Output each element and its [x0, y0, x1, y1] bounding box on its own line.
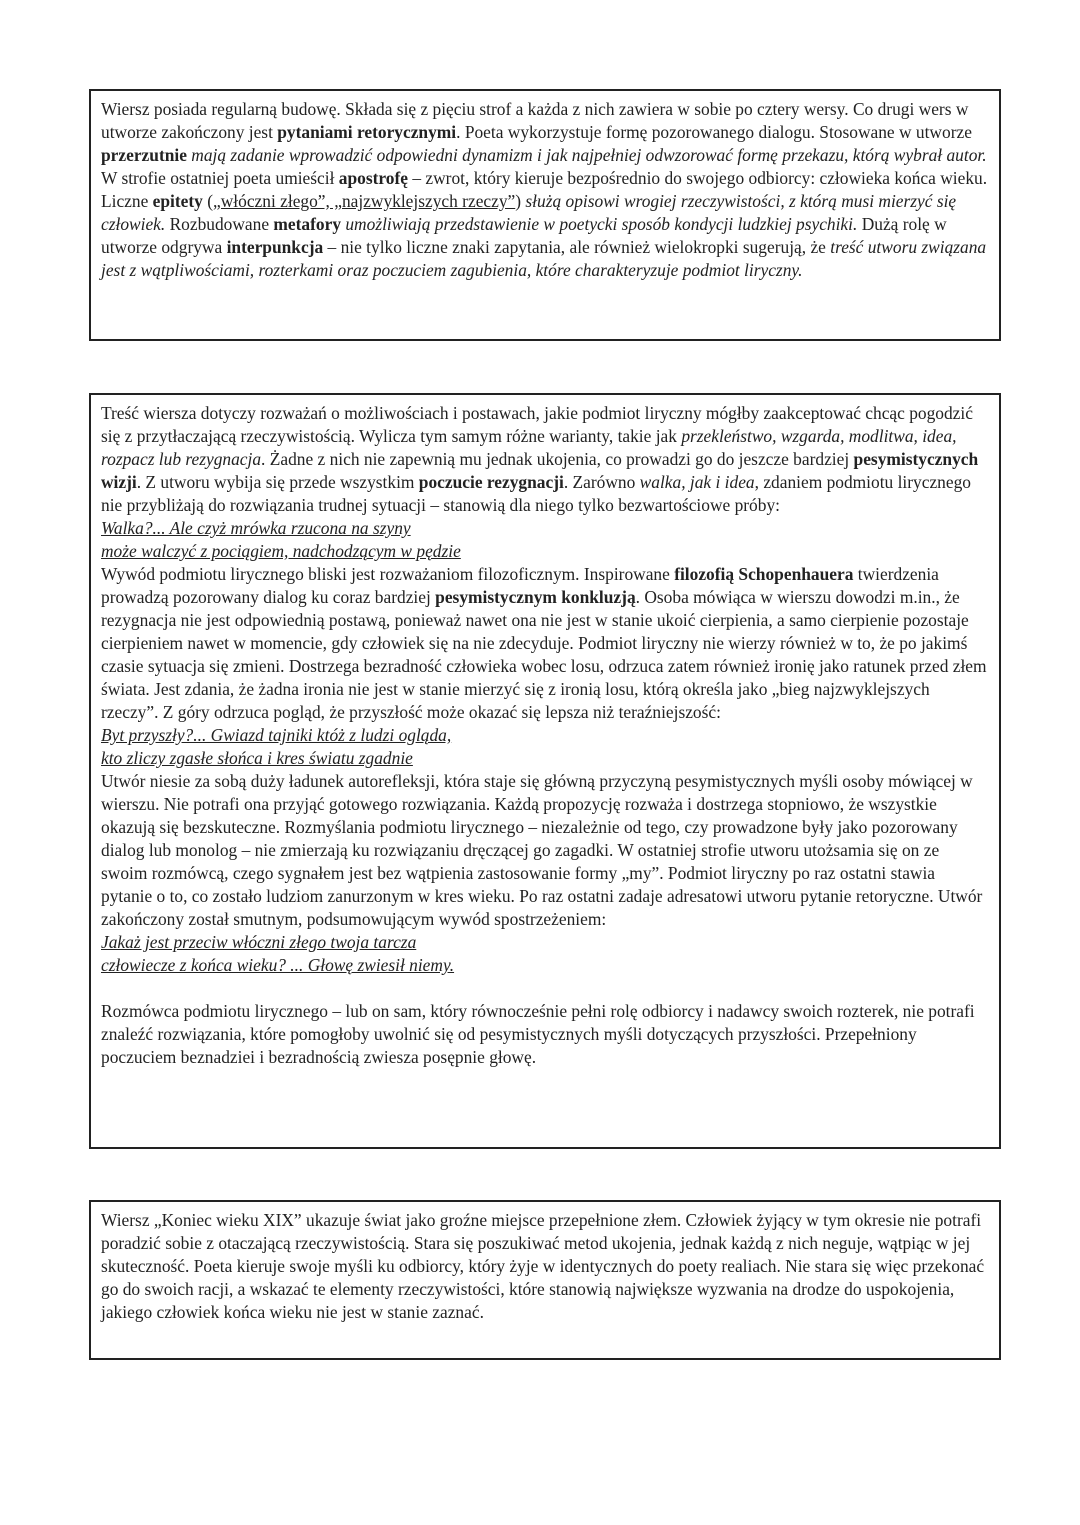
content-analysis-box	[89, 393, 1001, 1149]
text-segment: W strofie ostatniej poeta umieścił	[101, 168, 339, 188]
content-paragraph-2	[101, 563, 989, 724]
content-paragraph-4: Rozmówca podmiotu lirycznego – lub on sam, który równocześnie pełni rolę odbiorcy i nadawcy swoich rozterek, nie potrafi znaleźć rozwiązania, które pomogłoby uwolnić się od pesymistycznych myśli dotyczących przyszłości. Przepełniony poczuciem beznadziei i bezradnością zwiesza posępnie głowę.	[101, 1001, 975, 1067]
quote-1-line-2: może walczyć z pociągiem, nadchodzącym w pędzie	[101, 541, 461, 561]
text-segment: twierdzenia prowadzą pozorowany dialog ku coraz bardziej	[101, 564, 939, 607]
text-segment: (	[202, 191, 214, 211]
text-segment: . Poeta wykorzystuje formę pozorowanego dialogu. Stosowane w utworze	[456, 122, 972, 142]
text-segment: . Z utworu wybija się przede wszystkim	[136, 472, 419, 492]
text-segment: filozofią Schopenhauera	[674, 564, 854, 584]
text-segment: mają zadanie wprowadzić odpowiedni dynamizm i jak najpełniej odwzorować formę przekazu, którą wybrał autor.	[186, 145, 987, 165]
summary-paragraph: Wiersz „Koniec wieku XIX” ukazuje świat jako groźne miejsce przepełnione złem. Człowiek żyjący w tym okresie nie potrafi poradzić sobie z otaczającą rzeczywistością. Stara się poszukiwać metod ukojenia, jednak każdą z nich neguje, wątpiąc w jej skuteczność. Poeta kieruje swoje myśli ku odbiorcy, który żyje w identycznych do poety realiach. Nie stara się więc przekonać go do swoich racji, a wskazać te elementy rzeczywistości, które stanowią największe wyzwania na drodze do uspokojenia, jakiego człowiek końca wieku nie jest w stanie zaznać.	[101, 1210, 985, 1322]
text-segment: )	[515, 191, 526, 211]
content-paragraph-1	[101, 402, 989, 517]
quote-2-line-1: Byt przyszły?... Gwiazd tajniki któż z ludzi ogląda,	[101, 725, 452, 745]
text-segment: walka, jak i idea	[639, 472, 755, 492]
text-segment: przekleństwo, wzgarda, modlitwa, idea, rozpacz lub rezygnacja	[101, 426, 957, 469]
text-segment: . Osoba mówiąca w wierszu dowodzi m.in., że rezygnacja nie jest odpowiednią postawą, ponieważ nawet ona nie jest w stanie ukoić cierpienia, a samo cierpienie pozostaje cierpieniem nawet w momencie, gdy człowiek się na nie zdecyduje. Podmiot liryczny nie wierzy również w to, że po jakimś czasie sytuacja się zmieni. Dostrzega bezradność człowieka wobec losu, odrzuca zatem również ironię jako ratunek przed złem świata. Jest zdania, że żadna ironia nie jest w stanie mierzyć się z ironią losu, którą określa jako „bieg najzwyklejszych rzeczy”. Z góry odrzuca pogląd, że przyszłość może okazać się lepsza niż teraźniejszość:	[101, 587, 987, 722]
text-segment: Treść wiersza dotyczy rozważań o możliwościach i postawach, jakie podmiot liryczny mógłby zaakceptować chcąc pogodzić się z przytłaczającą rzeczywistością. Wylicza tym samym różne warianty, takie jak	[101, 403, 973, 446]
text-segment: pesymistycznych wizji	[101, 449, 979, 492]
text-segment: pesymistycznym konkluzją	[435, 587, 636, 607]
quote-3-line-1: Jakaż jest przeciw włóczni złego twoja tarcza	[101, 932, 417, 952]
structure-analysis-box	[89, 89, 1001, 341]
quote-3-line-2: człowiecze z końca wieku? ... Głowę zwiesił niemy.	[101, 955, 455, 975]
text-segment: przerzutnie	[101, 145, 187, 165]
content-paragraph-3: Utwór niesie za sobą duży ładunek autorefleksji, która staje się główną przyczyną pesymistycznych myśli osoby mówiącej w wierszu. Nie potrafi ona przyjąć gotowego rozwiązania. Każdą propozycję rozważa i dostrzega stopniowo, że wszystkie okazują się bezskuteczne. Rozmyślania podmiotu lirycznego – niezależnie od tego, czy prowadzone były jako pozorowany dialog lub monolog – nie zmierzają ku rozwiązaniu dręczącej go zagadki. W ostatniej strofie utworu utożsamia się on ze swoim rozmówcą, czego sygnałem jest bez wątpienia zastosowanie formy „my”. Podmiot liryczny po raz ostatni stawia pytanie o to, co zostało ludziom zanurzonym w kres wieku. Po raz ostatni zadaje adresatowi utworu pytanie retoryczne. Utwór zakończony został smutnym, podsumowującym wywód spostrzeżeniem:	[101, 771, 983, 929]
summary-box	[89, 1200, 1001, 1360]
text-segment: Wiersz posiada regularną budowę. Składa się z pięciu strof a każda z nich zawiera w sobie po cztery wersy. Co drugi wers w utworze zakończony jest	[101, 99, 969, 142]
text-segment: epitety	[152, 191, 203, 211]
text-segment: – nie tylko liczne znaki zapytania, ale również wielokropki sugerują, że	[323, 237, 831, 257]
quote-1-line-1: Walka?... Ale czyż mrówka rzucona na szyny	[101, 518, 411, 538]
text-segment: poczucie rezygnacji	[418, 472, 564, 492]
text-segment: „włóczni złego”, „najzwyklejszych rzeczy”	[213, 191, 516, 211]
paragraph-spacer	[101, 977, 989, 1000]
text-segment: interpunkcja	[226, 237, 324, 257]
text-segment: apostrofę	[338, 168, 409, 188]
text-segment: Wywód podmiotu lirycznego bliski jest rozważaniom filozoficznym. Inspirowane	[101, 564, 675, 584]
text-segment: – zwrot, który kieruje bezpośrednio do swojego odbiorcy: człowieka końca wieku. Liczne	[101, 168, 988, 211]
text-segment: , zdaniem podmiotu lirycznego nie przybliżają do rozwiązania trudnej sytuacji – stanowią dla niego tylko bezwartościowe próby:	[101, 472, 971, 515]
text-segment: umożliwiają przedstawienie w poetycki sposób kondycji ludzkiej psychiki.	[341, 214, 858, 234]
text-segment: . Żadne z nich nie zapewnią mu jednak ukojenia, co prowadzi go do jeszcze bardziej	[261, 449, 854, 469]
text-segment: . Zarówno	[563, 472, 640, 492]
text-segment: służą opisowi wrogiej rzeczywistości, z którą musi mierzyć się człowiek.	[101, 191, 957, 234]
text-segment: pytaniami retorycznymi	[277, 122, 457, 142]
text-segment: metafory	[273, 214, 342, 234]
structure-paragraph	[101, 98, 989, 282]
text-segment: Dużą rolę w utworze odgrywa	[101, 214, 947, 257]
text-segment: treść utworu związana jest z wątpliwościami, rozterkami oraz poczuciem zagubienia, które charakteryzuje podmiot liryczny.	[101, 237, 987, 280]
text-segment: Rozbudowane	[165, 214, 274, 234]
quote-2-line-2: kto zliczy zgasłe słońca i kres światu zgadnie	[101, 748, 413, 768]
